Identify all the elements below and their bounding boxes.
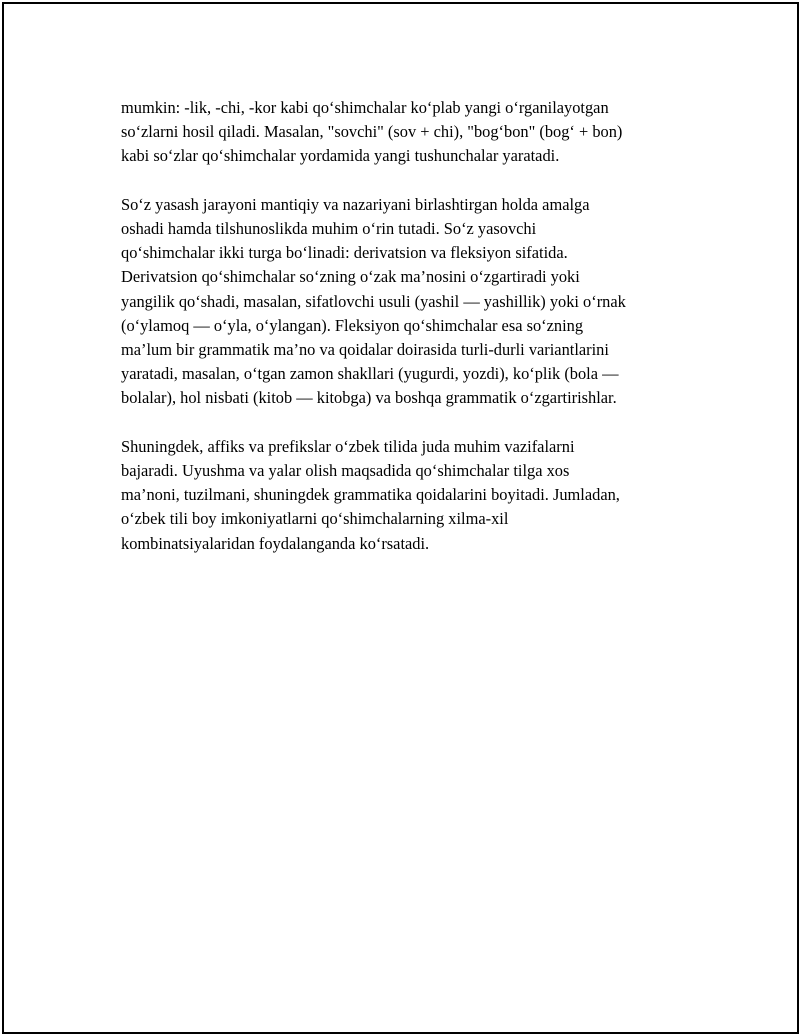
paragraph-2 [121,193,701,411]
page-frame [2,2,799,1034]
text-line: Derivatsion qo‘shimchalar so‘zning o‘zak ma’nosini o‘zgartiradi yoki [121,267,580,287]
text-line: So‘z yasash jarayoni mantiqiy va nazariyani birlashtirgan holda amalga [121,194,590,214]
text-line: (o‘ylamoq — o‘yla, o‘ylangan). Fleksiyon qo‘shimchalar esa so‘zning [121,315,584,335]
text-line: oshadi hamda tilshunoslikda muhim o‘rin tutadi. So‘z yasovchi [121,219,537,238]
text-line: o‘zbek tili boy imkoniyatlarni qo‘shimchalarning xilma-xil [121,509,509,529]
text-line: so‘zlarni hosil qiladi. Masalan, "sovchi" (sov + chi), "bog‘bon" (bog‘ + bon) [121,122,623,142]
text-line: kabi so‘zlar qo‘shimchalar yordamida yangi tushunchalar yaratadi. [121,146,560,166]
text-line: mumkin: -lik, -chi, -kor kabi qo‘shimchalar ko‘plab yangi o‘rganilayotgan [121,98,609,117]
text-line: qo‘shimchalar ikki turga bo‘linadi: derivatsion va fleksiyon sifatida. [121,243,568,263]
text-line: ma’noni, tuzilmani, shuningdek grammatika qoidalarini boyitadi. Jumladan, [121,485,620,505]
text-line: bajaradi. Uyushma va yalar olish maqsadida qo‘shimchalar tilga xos [121,461,570,481]
document-body [121,96,701,556]
paragraph-3 [121,435,701,556]
text-line: kombinatsiyalaridan foydalanganda ko‘rsatadi. [121,533,430,553]
text-line: ma’lum bir grammatik ma’no va qoidalar doirasida turli-durli variantlarini [121,340,609,360]
text-line: yaratadi, masalan, o‘tgan zamon shakllari (yugurdi, yozdi), ko‘plik (bola — [121,364,619,384]
text-line: Shuningdek, affiks va prefikslar o‘zbek tilida juda muhim vazifalarni [121,436,575,456]
text-line: bolalar), hol nisbati (kitob — kitobga) va boshqa grammatik o‘zgartirishlar. [121,388,617,408]
text-line: yangilik qo‘shadi, masalan, sifatlovchi usuli (yashil — yashillik) yoki o‘rnak [121,291,626,311]
paragraph-1 [121,96,701,169]
